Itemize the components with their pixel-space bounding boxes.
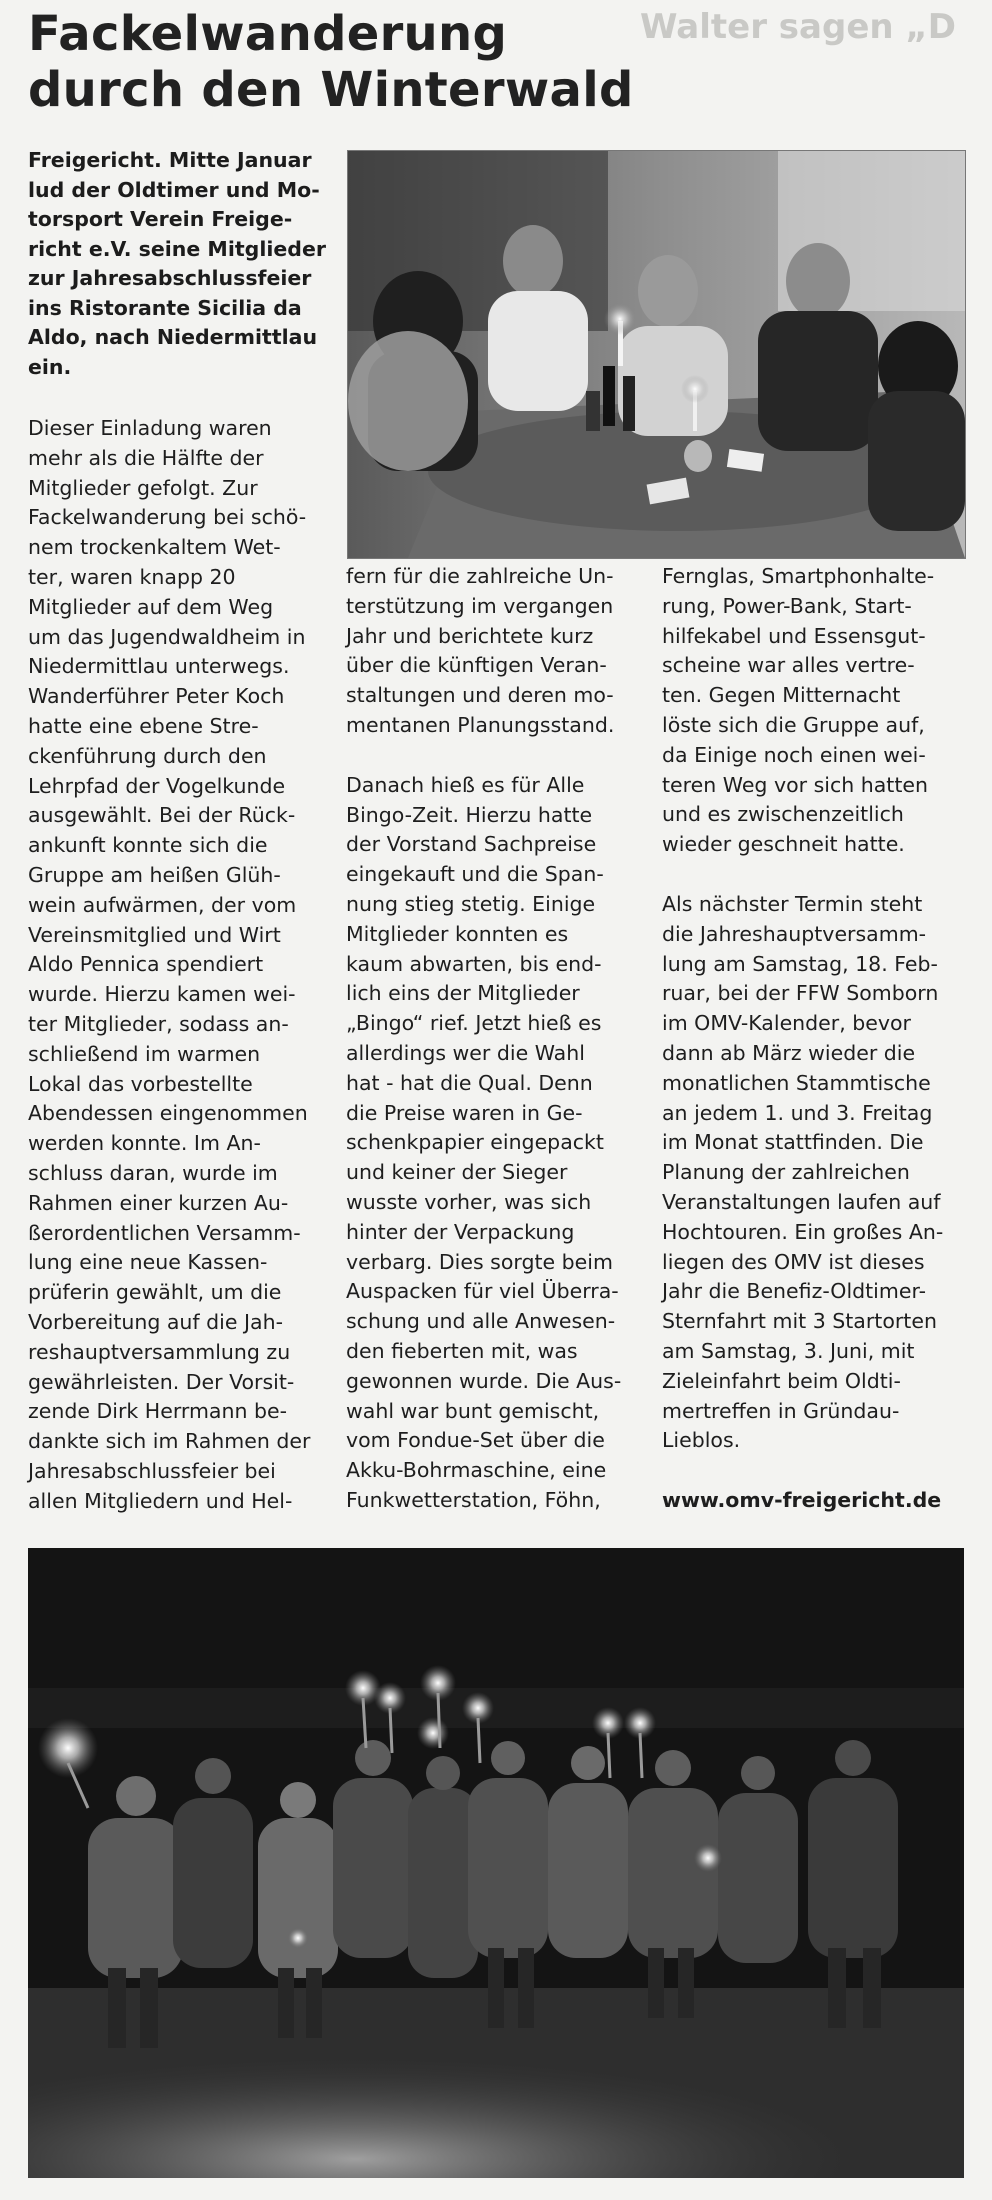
text-line: verbarg. Dies sorgte beim	[346, 1249, 613, 1274]
col2-paragraph-1	[346, 562, 656, 741]
text-line: zur Jahresabschlussfeier	[28, 266, 312, 290]
text-line: lich eins der Mitglieder	[346, 981, 580, 1006]
text-line: terstützung im vergangen	[346, 593, 614, 618]
text-line: löste sich die Gruppe auf,	[662, 712, 925, 737]
text-line: hatte eine ebene Stre-	[28, 713, 259, 738]
text-line: Mitglieder gefolgt. Zur	[28, 475, 258, 500]
text-line: richt e.V. seine Mitglieder	[28, 236, 326, 261]
text-line: ckenführung durch den	[28, 743, 267, 768]
text-line: Akku-Bohrmaschine, eine	[346, 1458, 607, 1483]
text-line: im Monat stattfinden. Die	[662, 1130, 924, 1155]
text-line: werden konnte. Im An-	[28, 1131, 261, 1156]
text-line: Lokal das vorbestellte	[28, 1071, 253, 1096]
text-line: an jedem 1. und 3. Freitag	[662, 1100, 933, 1125]
text-line: nung stieg stetig. Einige	[346, 891, 596, 916]
text-line: die Jahreshauptversamm-	[662, 921, 927, 946]
text-line: Niedermittlau unterwegs.	[28, 654, 290, 679]
text-line: Rahmen einer kurzen Au-	[28, 1190, 289, 1215]
text-line: hat - hat die Qual. Denn	[346, 1070, 593, 1095]
text-line: Zieleinfahrt beim Oldti-	[662, 1368, 901, 1393]
text-line: Jahr die Benefiz-Oldtimer-	[662, 1279, 926, 1304]
text-line: teren Weg vor sich hatten	[662, 772, 928, 797]
text-line: fern für die zahlreiche Un-	[346, 564, 614, 588]
text-line: Lehrpfad der Vogelkunde	[28, 773, 286, 798]
text-line: ten. Gegen Mitternacht	[662, 683, 901, 708]
text-line: ter Mitglieder, sodass an-	[28, 1011, 289, 1036]
text-line: Danach hieß es für Alle	[346, 772, 585, 797]
text-line: wein aufwärmen, der vom	[28, 892, 297, 917]
text-line: Wanderführer Peter Koch	[28, 684, 285, 709]
text-line: gewonnen wurde. Die Aus-	[346, 1368, 622, 1393]
text-line: wurde. Hierzu kamen wei-	[28, 982, 296, 1007]
text-line: Bingo-Zeit. Hierzu hatte	[346, 802, 593, 827]
text-line: rung, Power-Bank, Start-	[662, 593, 912, 618]
text-line: hilfekabel und Essensgut-	[662, 623, 926, 648]
text-line: Auspacken für viel Überra-	[346, 1279, 619, 1304]
text-line: wahl war bunt gemischt,	[346, 1398, 600, 1423]
text-line: Als nächster Termin steht	[662, 891, 923, 916]
text-line: „Bingo“ rief. Jetzt hieß es	[346, 1011, 602, 1036]
text-line: Aldo, nach Niedermittlau	[28, 325, 318, 349]
text-line: Jahresabschlussfeier bei	[28, 1458, 276, 1483]
text-line: Vereinsmitglied und Wirt	[28, 922, 281, 947]
text-line: Freigericht. Mitte Januar	[28, 148, 312, 172]
text-line: Jahr und berichtete kurz	[346, 623, 594, 648]
dinner-photo	[347, 150, 966, 559]
text-line: die Preise waren in Ge-	[346, 1100, 583, 1125]
text-line: ins Ristorante Sicilia da	[28, 295, 302, 320]
article-title	[28, 6, 668, 118]
text-line: staltungen und deren mo-	[346, 683, 614, 708]
text-line: schließend im warmen	[28, 1041, 261, 1066]
text-line: hinter der Verpackung	[346, 1219, 575, 1244]
text-line: Fernglas, Smartphonhalte-	[662, 564, 935, 588]
text-line: schung und alle Anwesen-	[346, 1309, 616, 1334]
text-line: nem trockenkaltem Wet-	[28, 535, 281, 560]
text-line: Dieser Einladung waren	[28, 416, 272, 440]
text-line: ter, waren knapp 20	[28, 564, 236, 589]
text-line: vom Fondue-Set über die	[346, 1428, 605, 1453]
text-line: Lieblos.	[662, 1428, 741, 1453]
text-line: da Einige noch einen wei-	[662, 742, 926, 767]
text-line: lung am Samstag, 18. Feb-	[662, 951, 938, 976]
text-line: zende Dirk Herrmann be-	[28, 1399, 288, 1424]
text-line: lung eine neue Kassen-	[28, 1250, 268, 1275]
text-line: Hochtouren. Ein großes An-	[662, 1219, 944, 1244]
text-line: Mitglieder auf dem Weg	[28, 594, 274, 619]
text-line: liegen des OMV ist dieses	[662, 1249, 925, 1274]
adjacent-article-heading: Walter sagen „D	[640, 8, 956, 47]
torch-group-photo	[28, 1548, 964, 2178]
text-line: Vorbereitung auf die Jah-	[28, 1309, 283, 1334]
text-line: im OMV-Kalender, bevor	[662, 1011, 911, 1036]
text-line: ankunft konnte sich die	[28, 833, 268, 858]
text-line: Planung der zahlreichen	[662, 1160, 910, 1185]
text-line: reshauptversammlung zu	[28, 1339, 291, 1364]
text-line: gewährleisten. Der Vorsit-	[28, 1369, 295, 1394]
text-line: dann ab März wieder die	[662, 1040, 916, 1065]
text-column-3	[662, 562, 972, 1546]
text-line: ruar, bei der FFW Somborn	[662, 981, 939, 1006]
text-line: prüferin gewählt, um die	[28, 1280, 282, 1305]
text-line: kaum abwarten, bis end-	[346, 951, 602, 976]
text-line: wieder geschneit hatte.	[662, 832, 905, 857]
text-line: ßerordentlichen Versamm-	[28, 1220, 301, 1245]
text-line: Fackelwanderung bei schö-	[28, 505, 307, 530]
article-lead	[28, 146, 348, 382]
text-line: torsport Verein Freige-	[28, 207, 293, 231]
text-line: lud der Oldtimer und Mo-	[28, 177, 320, 202]
text-line: schluss daran, wurde im	[28, 1160, 278, 1185]
text-line: Aldo Pennica spendiert	[28, 952, 264, 977]
text-line: den fieberten mit, was	[346, 1338, 578, 1363]
text-line: Abendessen eingenommen	[28, 1101, 308, 1126]
col1-paragraph	[28, 414, 343, 1516]
text-column-1	[28, 414, 343, 1546]
text-line: ein.	[28, 354, 72, 379]
text-line: mehr als die Hälfte der	[28, 445, 264, 470]
col3-paragraph-2	[662, 890, 972, 1456]
text-line: der Vorstand Sachpreise	[346, 832, 597, 857]
text-line: eingekauft und die Span-	[346, 862, 604, 887]
title-line-2: durch den Winterwald	[28, 62, 634, 118]
title-line-1: Fackelwanderung	[28, 6, 508, 62]
text-line: ausgewählt. Bei der Rück-	[28, 803, 296, 828]
text-line: Funkwetterstation, Föhn,	[346, 1487, 601, 1512]
col2-paragraph-2	[346, 771, 656, 1516]
adjacent-article-bleed	[640, 8, 992, 158]
text-line: Mitglieder konnten es	[346, 921, 569, 946]
text-column-2	[346, 562, 656, 1546]
text-line: Veranstaltungen laufen auf	[662, 1189, 941, 1214]
text-line: über die künftigen Veran-	[346, 653, 607, 678]
text-line: scheine war alles vertre-	[662, 653, 915, 678]
text-line: Sternfahrt mit 3 Startorten	[662, 1309, 937, 1334]
text-line: mentanen Planungsstand.	[346, 712, 615, 737]
website-link[interactable]: www.omv-freigericht.de	[662, 1488, 942, 1513]
text-line: schenkpapier eingepackt	[346, 1130, 604, 1155]
text-line: um das Jugendwaldheim in	[28, 624, 306, 649]
text-line: mertreffen in Gründau-	[662, 1398, 900, 1423]
text-line: am Samstag, 3. Juni, mit	[662, 1338, 915, 1363]
text-line: und es zwischenzeitlich	[662, 802, 904, 827]
text-line: allen Mitgliedern und Hel-	[28, 1488, 293, 1513]
text-line: dankte sich im Rahmen der	[28, 1429, 311, 1454]
text-line: wusste vorher, was sich	[346, 1189, 592, 1214]
text-line: monatlichen Stammtische	[662, 1070, 931, 1095]
text-line: allerdings wer die Wahl	[346, 1040, 585, 1065]
text-line: und keiner der Sieger	[346, 1160, 568, 1185]
text-line: Gruppe am heißen Glüh-	[28, 862, 281, 887]
col3-paragraph-1	[662, 562, 972, 860]
